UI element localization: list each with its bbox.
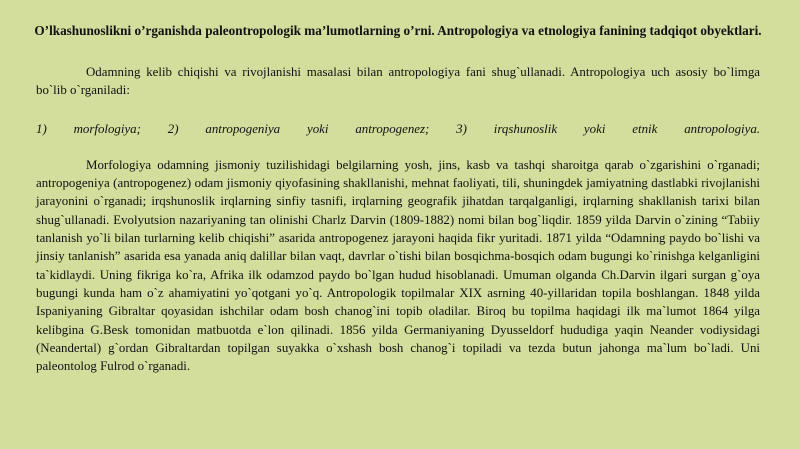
slide-title: O’lkashunoslikni o’rganishda paleontropologik ma’lumotlarning o’rni. Antropologiya va etnologiya fanining tadqiqot obyektlari. xyxy=(34,23,762,38)
body-paragraph: Morfologiya odamning jismoniy tuzilishidagi belgilarning yosh, jins, kasb va tashqi sharoitga qarab o`zgarishini o`rganadi; antropogeniya (antropogenez) odam jismoniy qiyofasining shakllanishi, mehnat faoliyati, tili, shuningdek jamiyatning dastlabki rivojlanishi jarayonini o`rganadi; irqshunoslik irqlarning sinfiy tasnifi, irqlarning geografik jihatdan tarqalganligi, irqlarning shakllanish tarixi bilan shug`ullanadi. Evolyutsion nazariyaning tan olinishi Charlz Darvin (1809-1882) nomi bilan bog`liqdir. 1859 yilda Darvin o`zining “Tabiiy tanlanish yo`li bilan turlarning kelib chiqishi” asarida antropogenez jarayoni haqida fikr yuritadi. 1871 yilda “Odamning paydo bo`lishi va jinsiy tanlanish” asarida esa yanada aniq dalillar bilan vaqt, davrlar o`tishi bilan bosqichma-bosqich odam bugungi ko`rinishga kelganligini ta`kidlaydi. Uning fikriga ko`ra, Afrika ilk odamzod paydo bo`lgan hudud hisoblanadi. Umuman olganda Ch.Darvin ilgari surgan g`oya bugungi kunda ham o`z ahamiyatini yo`qotgani yo`q. Antropologik topilmalar XIX asrning 40-yillaridan topila boshlangan. 1848 yilda Ispaniyaning Gibraltar qoyasidan ishchilar odam bosh chanog`ini topib oladilar. Biroq bu topilma haqidagi ilk ma`lumot 1864 yilga kelibgina G.Besk tomonidan matbuotda e`lon qilinadi. 1856 yilda Germaniyaning Dyusseldorf hududiga yaqin Neander vodiysidagi (Neandertal) g`ordan Gibraltardan topilgan suyakka o`xshash bosh chanog`i topiladi va tezda butun jahonga ma`lum bo`ladi. Uni paleontolog Fulrod o`rganadi. xyxy=(36,157,760,374)
slide-content xyxy=(22,22,774,426)
branches-list: 1) morfologiya; 2) antropogeniya yoki antropogenez; 3) irqshunoslik yoki etnik antropologiya. xyxy=(36,121,760,136)
intro-paragraph: Odamning kelib chiqishi va rivojlanishi masalasi bilan antropologiya fani shug`ullanadi. Antropologiya uch asosiy bo`limga bo`lib o`rganiladi: xyxy=(36,65,760,98)
